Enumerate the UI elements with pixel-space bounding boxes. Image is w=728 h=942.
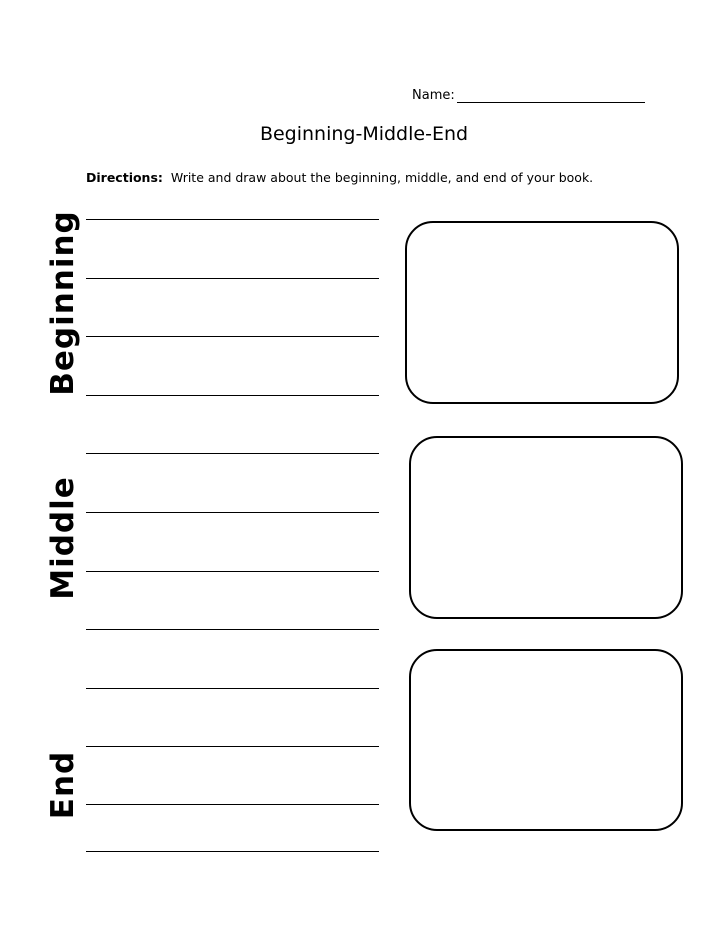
name-label: Name: xyxy=(412,88,455,103)
writing-line[interactable] xyxy=(86,746,379,747)
drawing-box-end[interactable] xyxy=(409,649,683,831)
writing-line[interactable] xyxy=(86,629,379,630)
writing-line[interactable] xyxy=(86,851,379,852)
page-title: Beginning-Middle-End xyxy=(259,123,469,145)
writing-line[interactable] xyxy=(86,278,379,279)
writing-line[interactable] xyxy=(86,804,379,805)
directions-text: Write and draw about the beginning, middle, and end of your book. xyxy=(170,170,594,185)
drawing-box-middle[interactable] xyxy=(409,436,683,619)
name-input-line[interactable] xyxy=(457,88,645,103)
writing-line[interactable] xyxy=(86,336,379,337)
name-field[interactable] xyxy=(412,88,645,103)
directions-label: Directions: xyxy=(86,170,163,185)
section-label-beginning: Beginning xyxy=(45,210,81,396)
writing-line[interactable] xyxy=(86,571,379,572)
section-label-middle: Middle xyxy=(45,476,81,600)
writing-line[interactable] xyxy=(86,453,379,454)
writing-line[interactable] xyxy=(86,395,379,396)
writing-line[interactable] xyxy=(86,219,379,220)
writing-line[interactable] xyxy=(86,688,379,689)
drawing-box-beginning[interactable] xyxy=(405,221,679,404)
writing-line[interactable] xyxy=(86,512,379,513)
section-label-end: End xyxy=(45,750,81,820)
directions xyxy=(86,170,593,185)
